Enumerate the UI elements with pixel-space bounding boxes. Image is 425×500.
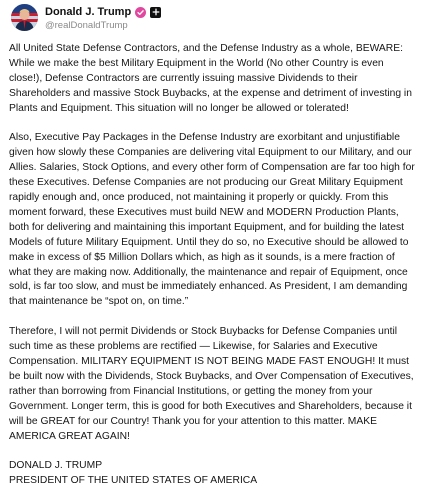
affiliate-badge-icon [150, 7, 161, 18]
signature-name: DONALD J. TRUMP [9, 460, 103, 472]
signature-title: PRESIDENT OF THE UNITED STATES OF AMERICA [9, 475, 258, 487]
user-handle[interactable]: @realDonaldTrump [45, 20, 128, 31]
verified-check-icon [135, 7, 146, 18]
post-header [9, 0, 417, 40]
post-paragraph-1: All United State Defense Contractors, and the Defense Industry as a whole, BEWARE: While we make the best Military Equipment in the World (No other Country is even close!), Defense Contractors are currently issuing massive Dividends to their Shareholders and massive Stock Buybacks, at the expense and detriment of investing in Plants and Equipment. This situation will no longer be allowed or tolerated! [9, 43, 412, 114]
post-paragraph-2: Also, Executive Pay Packages in the Defense Industry are exorbitant and unjustifiable given how slowly these Companies are delivering vital Equipment to our Military, and our Allies. Salaries, Stock Options, and every other form of Compensation are far too high for these Executives. Defense Companies are not producing our Great Military Equipment rapidly enough and, once produced, not maintaining it properly or quickly. From this moment forward, these Executives must build NEW and MODERN Production Plants, both for delivering and maintaining this important Equipment, and for building the latest Models of future Military Equipment. Until they do so, no Executive should be allowed to make in excess of $5 Million Dollars which, as high as it sounds, is a mere fraction of what they are making now. Additionally, the maintenance and repair of Equipment, once sold, is far too slow, and must be immediately enhanced. As President, I am demanding that maintenance be “spot on, on time.” [9, 132, 415, 308]
display-name[interactable]: Donald J. Trump [45, 6, 132, 18]
post-paragraph-3: Therefore, I will not permit Dividends or Stock Buybacks for Defense Companies until such time as these problems are rectified — Likewise, for Salaries and Executive Compensation. MILITARY EQUIPMENT IS NOT BEING MADE FAST ENOUGH! It must be built now with the Dividends, Stock Buybacks, and Over Compensation of Executives, rather than borrowing from Financial Institutions, or getting the money from your Government. Longer term, this is good for both Executives and Shareholders, because it will be GREAT for our Country! Thank you for your attention to this matter. MAKE AMERICA GREAT AGAIN! [9, 326, 414, 442]
name-row [45, 6, 161, 18]
post-body [9, 42, 417, 489]
avatar-image [11, 4, 38, 31]
avatar[interactable] [11, 4, 38, 31]
